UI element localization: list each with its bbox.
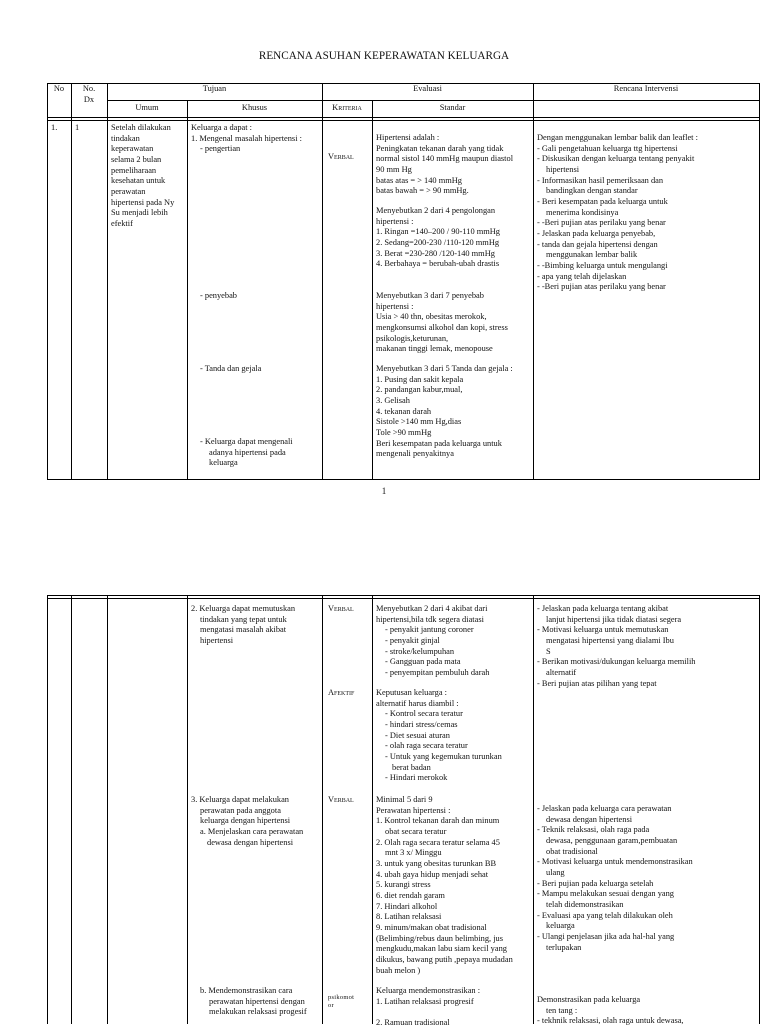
tujuan-khusus-memutuskan: 2. Keluarga dapat memutuskan tindakan yang tepat untuk mengatasi masalah akibat hipertensi (191, 604, 296, 646)
header-no-dx: No. Dx (82, 84, 96, 104)
tujuan-khusus-demonstrasi: b. Mendemonstrasikan cara perawatan hipertensi dengan melakukan relaksasi progesif (200, 986, 307, 1017)
standar-keputusan: Keputusan keluarga : alternatif harus diambil : - Kontrol secara teratur - hindari stress/cemas - Diet sesuai aturan - olah raga secara teratur - Untuk yang kegemukan turunkan berat badan - Hindari merokok (376, 688, 502, 783)
document-title: RENCANA ASUHAN KEPERAWATAN KELUARGA (258, 50, 510, 62)
header-evaluasi: Evaluasi (413, 84, 442, 93)
header-no: No (53, 84, 65, 93)
rencana-intervensi-3: - Jelaskan pada keluarga cara perawatan dewasa dengan hipertensi - Teknik relaksasi, olah raga pada dewasa, penggunaan garam,pembuatan obat tradisional - Motivasi keluarga untuk mendemonstrasikan ulang - Beri pujian pada keluarga setelah - Mampu melakukan sesuai dengan yang telah didemonstrasikan - Evaluasi apa yang telah dilakukan oleh keluarga - Ulangi penjelasan jika ada hal-hal yang terlupakan (537, 804, 693, 952)
kriteria-psikomotor: psikomot or (328, 994, 355, 1010)
standar-penyebab: Menyebutkan 3 dari 7 penyebab hipertensi : Usia > 40 thn, obesitas merokok, mengkonsumsi alkohol dan kopi, stress psikologis,keturunan, makanan tinggi lemak, menopouse (376, 291, 508, 354)
standar-tanda-gejala: Menyebutkan 3 dari 5 Tanda dan gejala : 1. Pusing dan sakit kepala 2. pandangan kabur,mual, 3. Gelisah 4. tekanan darah Sistole >140 mm Hg,dias Tole >90 mmHg Beri kesempatan pada keluarga untuk mengenali penyakitnya (376, 364, 513, 459)
kriteria-verbal-2: Verbal (328, 604, 354, 613)
standar-akibat: Menyebutkan 2 dari 4 akibat dari hipertensi,bila tdk segera diatasi - penyakit jantung coroner - penyakit ginjal - stroke/kelumpuhan - Gangguan pada mata - penyempitan pembuluh darah (376, 604, 490, 678)
row-number: 1. (51, 123, 58, 132)
header-rencana-intervensi: Rencana Intervensi (613, 84, 679, 93)
khusus-tanda-gejala: - Tanda dan gejala (200, 364, 262, 373)
header-tujuan: Tujuan (202, 84, 227, 93)
khusus-penyebab: - penyebab (200, 291, 237, 300)
header-umum: Umum (135, 103, 159, 112)
standar-minimal: Minimal 5 dari 9 Perawatan hipertensi : 1. Kontrol tekanan darah dan minum obat secara teratur 2. Olah raga secara teratur selama 45 mnt 3 x/ Minggu 3. untuk yang obesitas turunkan BB 4. ubah gaya hidup menjadi sehat 5. kurangi stress 6. diet rendah garam 7. Hindari alkohol 8. Latihan relaksasi 9. minum/makan obat tradisional (Belimbing/rebus daun belimbing, jus mengkudu,makan labu siam kecil yang dikukus, bawang putih ,pepaya mudadan buah melon ) (376, 795, 513, 975)
kriteria-verbal: Verbal (328, 152, 354, 161)
kriteria-afektif: Afektif (328, 688, 355, 697)
standar-pengertian: Hipertensi adalah : Peningkatan tekanan darah yang tidak normal sistol 140 mmHg maupun diastol 90 mm Hg batas atas = > 140 mmHg batas bawah = > 90 mmHg. (376, 133, 514, 196)
header-kriteria: Kriteria (332, 103, 362, 112)
rencana-intervensi-4: Demonstrasikan pada keluarga ten tang : - tekhnik relaksasi, olah raga untuk dewasa, (537, 995, 684, 1026)
standar-demonstrasi: Keluarga mendemonstrasikan : 1. Latihan relaksasi progresif 2. Ramuan tradisional (376, 986, 481, 1028)
page-number: 1 (381, 486, 387, 496)
khusus-mengenali: - Keluarga dapat mengenali adanya hipertensi pada keluarga (200, 437, 293, 468)
standar-golongan: Menyebutkan 2 dari 4 pengolongan hipertensi : 1. Ringan =140–200 / 90-110 mmHg 2. Sedang=200-230 /110-120 mmHg 3. Berat =230-280 /120-140 mmHg 4. Berbahaya = berubah-ubah drastis (376, 206, 500, 269)
header-khusus: Khusus (241, 103, 268, 112)
rencana-intervensi-2: - Jelaskan pada keluarga tentang akibat lanjut hipertensi jika tidak diatasi segera - Motivasi keluarga untuk memutuskan mengatasi hipertensi yang dialami Ibu S - Berikan motivasi/dukungan keluarga memilih alternatif - Beri pujian atas pilihan yang tepat (537, 604, 696, 688)
kriteria-verbal-3: Verbal (328, 795, 354, 804)
tujuan-khusus-merawat: 3. Keluarga dapat melakukan perawatan pada anggota keluarga dengan hipertensi a. Menjelaskan cara perawatan dewasa dengan hipertensi (191, 795, 304, 847)
tujuan-umum: Setelah dilakukan tindakan keperawatan selama 2 bulan pemeliharaan kesehatan untuk perawatan hipertensi pada Ny Su menjadi lebih efektif (111, 123, 175, 229)
diagnosis-number: 1 (75, 123, 80, 132)
rencana-intervensi-1: Dengan menggunakan lembar balik dan leaflet : - Gali pengetahuan keluarga ttg hipertensi - Diskusikan dengan keluarga tentang penyakit hipertensi - Informasikan hasil pemeriksaan dan bandingkan dengan standar - Beri kesempatan pada keluarga untuk menerima kondisinya - -Beri pujian atas perilaku yang benar - Jelaskan pada keluarga penyebab, - tanda dan gejala hipertensi dengan menggunakan lembar balik - -Bimbing keluarga untuk mengulangi - apa yang telah dijelaskan - -Beri pujian atas perilaku yang benar (537, 133, 698, 292)
header-standar: Standar (439, 103, 466, 112)
tujuan-khusus-mengenal: Keluarga a dapat : 1. Mengenal masalah hipertensi : - pengertian (191, 123, 302, 154)
